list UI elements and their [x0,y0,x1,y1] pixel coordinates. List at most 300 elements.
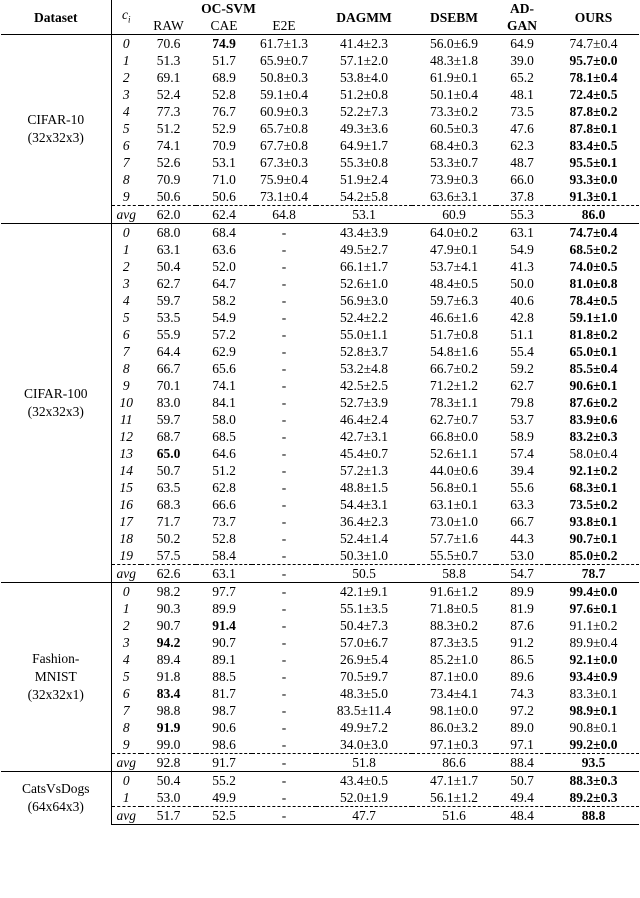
cell-ci: 9 [122,189,130,204]
cell-raw: 50.4 [141,772,196,790]
cell-ours: 78.4±0.5 [569,293,618,308]
cell-e2e: 67.7±0.8 [260,138,308,153]
cell-adgan: 50.7 [496,772,548,790]
cell-ci: 19 [119,548,133,563]
cell-cae: 76.7 [212,104,236,119]
cell-dagmm: 52.0±1.9 [340,790,388,805]
cell-cae: 91.4 [212,618,236,633]
cell-cae: 71.0 [212,172,236,187]
dataset-name-line: (64x64x3) [27,799,84,815]
cell-dagmm: 53.1 [316,206,412,224]
cell-adgan: 97.1 [510,737,534,752]
cell-ours: 91.3±0.1 [569,189,618,204]
cell-ci: 6 [122,138,130,153]
cell-cae: 70.9 [212,138,236,153]
cell-ours: 91.1±0.2 [569,618,618,633]
cell-dagmm: 50.5 [316,565,412,583]
cell-ours: 90.6±0.1 [569,378,618,393]
cell-dagmm: 54.4±3.1 [340,497,388,512]
cell-ci: 0 [111,583,141,601]
cell-cae: 81.7 [212,686,236,701]
cell-cae: 64.6 [212,446,236,461]
dataset-name-line: CIFAR-100 [23,386,88,401]
cell-adgan: 63.1 [496,224,548,242]
cell-adgan: 55.3 [496,206,548,224]
cell-ours: 78.7 [548,565,639,583]
cell-cae: 62.4 [196,206,252,224]
cell-raw: 68.0 [141,224,196,242]
cell-adgan: 74.3 [510,686,534,701]
cell-raw: 65.0 [156,446,181,461]
cell-cae: 52.0 [212,259,236,274]
cell-ci: 9 [122,378,130,393]
cell-ours: 95.7±0.0 [569,53,618,68]
cell-adgan: 88.4 [496,754,548,772]
cell-dsebm: 85.2±1.0 [430,652,478,667]
cell-ci: 2 [122,70,130,85]
cell-e2e: 60.9±0.3 [260,104,308,119]
cell-e2e: - [281,737,287,752]
table-body [1,35,639,825]
cell-cae: 53.1 [212,155,236,170]
results-table [1,0,639,825]
cell-dsebm: 60.9 [412,206,496,224]
cell-dagmm: 54.2±5.8 [340,189,388,204]
cell-raw: 98.8 [156,703,181,718]
cell-dsebm: 78.3±1.1 [430,395,478,410]
cell-raw: 62.0 [141,206,196,224]
cell-ci: 7 [122,155,130,170]
cell-cae: 58.4 [212,548,236,563]
cell-ours: 88.8 [548,807,639,825]
cell-dagmm: 46.4±2.4 [340,412,388,427]
cell-ours: 72.4±0.5 [569,87,618,102]
cell-dagmm: 48.3±5.0 [340,686,388,701]
cell-raw: 70.9 [156,172,181,187]
cell-dsebm: 71.2±1.2 [430,378,478,393]
cell-cae: 55.2 [196,772,252,790]
cell-adgan: 66.7 [510,514,534,529]
cell-dsebm: 60.5±0.3 [430,121,478,136]
cell-cae: 50.6 [212,189,236,204]
cell-dsebm: 87.1±0.0 [430,669,478,684]
cell-ci: 7 [122,703,130,718]
col-dagmm-header: DAGMM [336,9,392,25]
cell-dsebm: 56.1±1.2 [430,790,478,805]
cell-ci: 1 [122,601,130,616]
cell-ci: avg [111,754,141,772]
cell-adgan: 87.6 [510,618,534,633]
cell-dagmm: 52.4±1.4 [340,531,388,546]
cell-e2e: - [281,531,287,546]
cell-cae: 57.2 [212,327,236,342]
cell-e2e: - [281,310,287,325]
cell-raw: 64.4 [156,344,181,359]
cell-ci: 6 [122,327,130,342]
cell-dsebm: 63.1±0.1 [430,497,478,512]
cell-ci: 4 [122,104,130,119]
cell-dagmm: 50.4±7.3 [340,618,388,633]
cell-e2e: - [281,378,287,393]
cell-adgan: 40.6 [510,293,534,308]
col-dsebm-header: DSEBM [429,9,478,25]
cell-dagmm: 52.8±3.7 [340,344,388,359]
cell-raw: 77.3 [156,104,181,119]
cell-dagmm: 55.1±3.5 [340,601,388,616]
cell-dsebm: 91.6±1.2 [412,583,496,601]
cell-e2e: 59.1±0.4 [260,87,308,102]
cell-ours: 83.2±0.3 [569,429,618,444]
cell-dagmm: 52.2±7.3 [340,104,388,119]
cell-e2e: - [281,790,287,805]
cell-cae: 66.6 [212,497,236,512]
cell-raw: 53.0 [156,790,181,805]
cell-e2e: - [281,446,287,461]
cell-e2e: - [281,429,287,444]
cell-cae: 51.7 [212,53,236,68]
cell-adgan: 44.3 [510,531,534,546]
dataset-name-line: (32x32x3) [27,130,84,145]
cell-dagmm: 56.9±3.0 [340,293,388,308]
cell-dagmm: 83.5±11.4 [336,703,392,718]
cell-ci: 6 [122,686,130,701]
cell-raw: 94.2 [156,635,181,650]
cell-cae: 74.1 [212,378,236,393]
cell-dsebm: 53.3±0.7 [430,155,478,170]
cell-e2e: 64.8 [252,206,316,224]
cell-cae: 88.5 [212,669,236,684]
cell-ci: 10 [119,395,133,410]
cell-raw: 90.3 [156,601,181,616]
cell-ci: 14 [119,463,133,478]
cell-dsebm: 86.0±3.2 [430,720,478,735]
cell-ci: 2 [122,259,130,274]
cell-dsebm: 54.8±1.6 [430,344,478,359]
col-ours-header: OURS [574,9,613,25]
cell-dagmm: 53.2±4.8 [340,361,388,376]
cell-ci: 4 [122,293,130,308]
cell-ours: 65.0±0.1 [569,344,618,359]
cell-adgan: 79.8 [510,395,534,410]
cell-dagmm: 47.7 [316,807,412,825]
cell-ci: 5 [122,310,130,325]
cell-ours: 81.8±0.2 [569,327,618,342]
cell-adgan: 50.0 [510,276,534,291]
cell-adgan: 58.9 [510,429,534,444]
cell-dsebm: 46.6±1.6 [430,310,478,325]
cell-e2e: - [281,720,287,735]
cell-dagmm: 42.1±9.1 [316,583,412,601]
cell-raw: 68.7 [156,429,181,444]
cell-ci: 4 [122,652,130,667]
cell-cae: 73.7 [212,514,236,529]
dataset-name [1,35,111,224]
cell-adgan: 53.0 [510,548,534,563]
cell-ci: 3 [122,635,130,650]
cell-dagmm: 42.5±2.5 [340,378,388,393]
cell-ci: avg [111,206,141,224]
cell-e2e: 61.7±1.3 [252,35,316,53]
cell-e2e: - [281,548,287,563]
cell-ci: 3 [122,87,130,102]
cell-adgan: 57.4 [510,446,534,461]
cell-ci: 3 [122,276,130,291]
cell-e2e: - [281,618,287,633]
table-header [1,0,639,35]
cell-ours: 99.4±0.0 [548,583,639,601]
cell-dagmm: 55.0±1.1 [340,327,388,342]
table-row [1,35,639,53]
cell-cae: 52.8 [212,87,236,102]
cell-adgan: 51.1 [510,327,534,342]
cell-cae: 64.7 [212,276,236,291]
table-row [1,583,639,601]
cell-dsebm: 47.1±1.7 [412,772,496,790]
cell-e2e: 75.9±0.4 [260,172,308,187]
cell-cae: 62.9 [212,344,236,359]
cell-dsebm: 52.6±1.1 [430,446,478,461]
cell-ours: 88.3±0.3 [548,772,639,790]
cell-ours: 73.5±0.2 [569,497,618,512]
col-adgan-header: AD- GAN [507,1,537,33]
cell-e2e: - [281,327,287,342]
cell-dagmm: 52.4±2.2 [340,310,388,325]
cell-cae: 90.6 [212,720,236,735]
cell-ours: 87.8±0.2 [569,104,618,119]
cell-e2e: - [281,497,287,512]
cell-ci: 7 [122,344,130,359]
cell-raw: 57.5 [156,548,181,563]
cell-dsebm: 56.0±6.9 [412,35,496,53]
cell-ci: 0 [111,224,141,242]
cell-e2e: - [252,754,316,772]
cell-ours: 83.9±0.6 [569,412,618,427]
cell-adgan: 47.6 [510,121,534,136]
cell-adgan: 81.9 [510,601,534,616]
cell-raw: 50.2 [156,531,181,546]
cell-dsebm: 61.9±0.1 [430,70,478,85]
dataset-name-line: Fashion- [32,651,80,666]
cell-adgan: 41.3 [510,259,534,274]
cell-ours: 83.4±0.5 [569,138,618,153]
cell-adgan: 65.2 [510,70,534,85]
cell-dsebm: 73.3±0.2 [430,104,478,119]
cell-e2e: - [252,565,316,583]
cell-ci: 13 [119,446,133,461]
cell-cae: 51.2 [212,463,236,478]
cell-adgan: 64.9 [496,35,548,53]
cell-ours: 97.6±0.1 [569,601,618,616]
cell-ci: 8 [122,172,130,187]
cell-dagmm: 70.5±9.7 [340,669,388,684]
cell-cae: 52.8 [212,531,236,546]
cell-dagmm: 57.2±1.3 [340,463,388,478]
cell-cae: 62.8 [212,480,236,495]
cell-ours: 85.0±0.2 [569,548,618,563]
col-raw-header: RAW [153,18,184,33]
cell-e2e: - [281,412,287,427]
cell-dsebm: 66.7±0.2 [430,361,478,376]
cell-ours: 92.1±0.2 [569,463,618,478]
cell-dsebm: 64.0±0.2 [412,224,496,242]
cell-adgan: 62.3 [510,138,534,153]
cell-e2e: - [252,583,316,601]
cell-ours: 58.0±0.4 [569,446,618,461]
cell-dagmm: 34.0±3.0 [340,737,388,752]
dataset-name-line: MNIST [34,669,77,684]
cell-raw: 70.6 [141,35,196,53]
cell-dagmm: 42.7±3.1 [340,429,388,444]
cell-dsebm: 47.9±0.1 [430,242,478,257]
cell-e2e: 65.9±0.7 [260,53,308,68]
cell-raw: 83.0 [156,395,181,410]
cell-raw: 63.5 [156,480,181,495]
col-dataset-header: Dataset [1,0,111,35]
cell-raw: 55.9 [156,327,181,342]
cell-adgan: 89.0 [510,720,534,735]
cell-ours: 95.5±0.1 [569,155,618,170]
cell-cae: 89.1 [212,652,236,667]
cell-dsebm: 62.7±0.7 [430,412,478,427]
cell-e2e: 65.7±0.8 [260,121,308,136]
cell-ours: 68.5±0.2 [569,242,618,257]
cell-raw: 69.1 [156,70,181,85]
cell-cae: 97.7 [196,583,252,601]
cell-raw: 66.7 [156,361,181,376]
cell-dsebm: 51.6 [412,807,496,825]
cell-adgan: 97.2 [510,703,534,718]
cell-e2e: - [281,242,287,257]
cell-dagmm: 41.4±2.3 [316,35,412,53]
cell-ci: 0 [111,772,141,790]
col-e2e-header: E2E [272,18,296,33]
cell-e2e: - [281,601,287,616]
cell-e2e: - [252,224,316,242]
cell-raw: 68.3 [156,497,181,512]
cell-ours: 87.6±0.2 [569,395,618,410]
cell-ours: 59.1±1.0 [569,310,618,325]
cell-cae: 91.7 [196,754,252,772]
cell-ci: avg [111,565,141,583]
cell-ours: 74.7±0.4 [548,224,639,242]
cell-ci: 17 [119,514,133,529]
cell-ours: 89.2±0.3 [569,790,618,805]
cell-dsebm: 97.1±0.3 [430,737,478,752]
cell-dsebm: 51.7±0.8 [430,327,478,342]
cell-cae: 52.9 [212,121,236,136]
cell-adgan: 48.7 [510,155,534,170]
cell-ci: 5 [122,669,130,684]
cell-dsebm: 48.4±0.5 [430,276,478,291]
cell-ours: 92.1±0.0 [569,652,618,667]
cell-adgan: 53.7 [510,412,534,427]
cell-adgan: 66.0 [510,172,534,187]
cell-dagmm: 43.4±3.9 [316,224,412,242]
cell-e2e: - [281,395,287,410]
col-cae-header: CAE [210,18,238,33]
table-row [1,772,639,790]
cell-raw: 70.1 [156,378,181,393]
cell-raw: 99.0 [156,737,181,752]
cell-adgan: 54.7 [496,565,548,583]
cell-e2e: - [281,344,287,359]
cell-adgan: 42.8 [510,310,534,325]
cell-ours: 78.1±0.4 [569,70,618,85]
cell-dsebm: 55.5±0.7 [430,548,478,563]
cell-ours: 99.2±0.0 [569,737,618,752]
cell-ci: 11 [120,412,133,427]
cell-dsebm: 56.8±0.1 [430,480,478,495]
cell-dagmm: 26.9±5.4 [340,652,388,667]
cell-dagmm: 51.8 [316,754,412,772]
cell-raw: 51.3 [156,53,181,68]
cell-dsebm: 63.6±3.1 [430,189,478,204]
cell-e2e: - [281,514,287,529]
cell-e2e: - [281,635,287,650]
cell-adgan: 86.5 [510,652,534,667]
cell-e2e: 73.1±0.4 [260,189,308,204]
dataset-name [1,224,111,583]
cell-raw: 63.1 [156,242,181,257]
cell-raw: 90.7 [156,618,181,633]
cell-ours: 93.8±0.1 [569,514,618,529]
cell-e2e: - [281,276,287,291]
cell-ci: 2 [122,618,130,633]
cell-adgan: 37.8 [510,189,534,204]
cell-dagmm: 49.3±3.6 [340,121,388,136]
cell-e2e: - [281,652,287,667]
cell-e2e: - [281,703,287,718]
cell-adgan: 55.4 [510,344,534,359]
cell-ci: 8 [122,361,130,376]
cell-raw: 53.5 [156,310,181,325]
cell-raw: 59.7 [156,293,181,308]
cell-adgan: 91.2 [510,635,534,650]
cell-e2e: 50.8±0.3 [260,70,308,85]
cell-raw: 62.6 [141,565,196,583]
cell-raw: 59.7 [156,412,181,427]
cell-dagmm: 50.3±1.0 [340,548,388,563]
cell-dagmm: 55.3±0.8 [340,155,388,170]
cell-raw: 52.6 [156,155,181,170]
cell-e2e: - [281,463,287,478]
cell-dsebm: 71.8±0.5 [430,601,478,616]
cell-adgan: 63.3 [510,497,534,512]
cell-adgan: 89.9 [496,583,548,601]
cell-e2e: - [281,293,287,308]
cell-ours: 90.7±0.1 [569,531,618,546]
cell-dsebm: 48.3±1.8 [430,53,478,68]
cell-cae: 68.9 [212,70,236,85]
cell-dagmm: 64.9±1.7 [340,138,388,153]
cell-raw: 51.2 [156,121,181,136]
cell-dagmm: 45.4±0.7 [340,446,388,461]
cell-ci: 16 [119,497,133,512]
cell-ours: 93.4±0.9 [569,669,618,684]
cell-ci: avg [111,807,141,825]
cell-cae: 65.6 [212,361,236,376]
cell-ci: 1 [122,790,130,805]
cell-adgan: 59.2 [510,361,534,376]
cell-raw: 74.1 [156,138,181,153]
cell-dsebm: 73.4±4.1 [430,686,478,701]
cell-dagmm: 51.9±2.4 [340,172,388,187]
cell-dsebm: 44.0±0.6 [430,463,478,478]
cell-dagmm: 53.8±4.0 [340,70,388,85]
cell-dagmm: 51.2±0.8 [340,87,388,102]
cell-dsebm: 73.9±0.3 [430,172,478,187]
cell-ci: 1 [122,53,130,68]
